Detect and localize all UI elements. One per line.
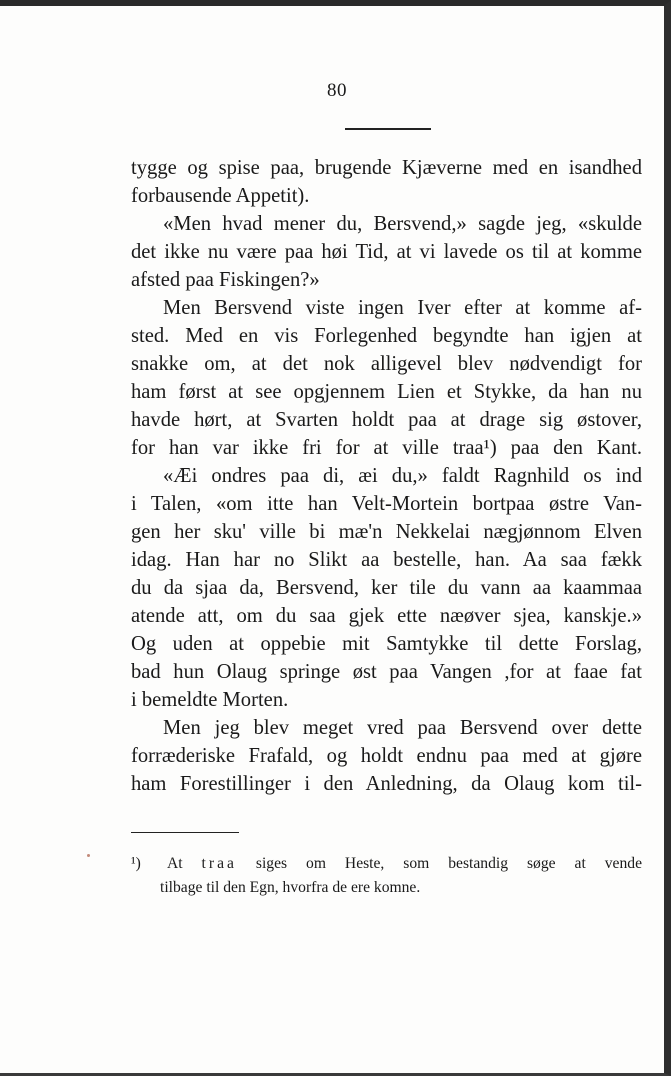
body-text xyxy=(131,154,642,798)
text-line: tygge og spise paa, brugende Kjæverne med en isandhed xyxy=(131,157,642,179)
footnote-emphasis: traa xyxy=(201,855,237,872)
header-rule xyxy=(345,128,431,130)
text-line: sted. Med en vis Forlegenhed begyndte han igjen at xyxy=(131,325,642,347)
text-line: for han var ikke fri for at ville traa¹) paa den Kant. xyxy=(131,437,642,459)
text-line: forbausende Appetit). xyxy=(131,185,310,207)
text-line: ham Forestillinger i den Anledning, da Olaug kom til- xyxy=(131,773,642,795)
text-line: snakke om, at det nok alligevel blev nødvendigt for xyxy=(131,353,642,375)
text-line: i Talen, «om itte han Velt-Mortein bortpaa østre Van- xyxy=(131,493,642,515)
text-line: Men Bersvend viste ingen Iver efter at komme af- xyxy=(163,297,642,319)
text-line: det ikke nu være paa høi Tid, at vi lavede os til at komme xyxy=(131,241,642,263)
text-line: bad hun Olaug springe øst paa Vangen ,for at faae fat xyxy=(131,661,642,683)
text-line: Og uden at oppebie mit Samtykke til dette Forslag, xyxy=(131,633,642,655)
footnote-line-2: tilbage til den Egn, hvorfra de ere komne. xyxy=(160,879,421,896)
text-line: ham først at see opgjennem Lien et Stykke, da han nu xyxy=(131,381,642,403)
footnote-text: siges om Heste, som bestandig søge at vende xyxy=(255,855,642,872)
text-line: «Æi ondres paa di, æi du,» faldt Ragnhild os ind xyxy=(163,465,642,487)
footnote xyxy=(131,852,642,900)
page-number: 80 xyxy=(327,80,347,101)
paper-speck xyxy=(87,854,90,857)
text-line: havde hørt, at Svarten holdt paa at drage sig østover, xyxy=(131,409,642,431)
footnote-text: At xyxy=(166,855,183,872)
text-line: Men jeg blev meget vred paa Bersvend over dette xyxy=(163,717,642,739)
text-line: «Men hvad mener du, Bersvend,» sagde jeg, «skulde xyxy=(163,213,642,235)
footnote-rule xyxy=(131,832,239,833)
text-line: gen her sku' ville bi mæ'n Nekkelai nægjønnom Elven xyxy=(131,521,642,543)
text-line: du da sjaa da, Bersvend, ker tile du vann aa kaammaa xyxy=(131,577,642,599)
footnote-line-1 xyxy=(131,852,642,876)
text-line: forræderiske Frafald, og holdt endnu paa med at gjøre xyxy=(131,745,642,767)
footnote-marker: ¹) xyxy=(131,855,141,872)
text-line: i bemeldte Morten. xyxy=(131,689,289,711)
text-line: afsted paa Fiskingen?» xyxy=(131,269,320,291)
text-line: atende att, om du saa gjek ette næøver sjea, kanskje.» xyxy=(131,605,642,627)
text-line: idag. Han har no Slikt aa bestelle, han. Aa saa fækk xyxy=(131,549,642,571)
